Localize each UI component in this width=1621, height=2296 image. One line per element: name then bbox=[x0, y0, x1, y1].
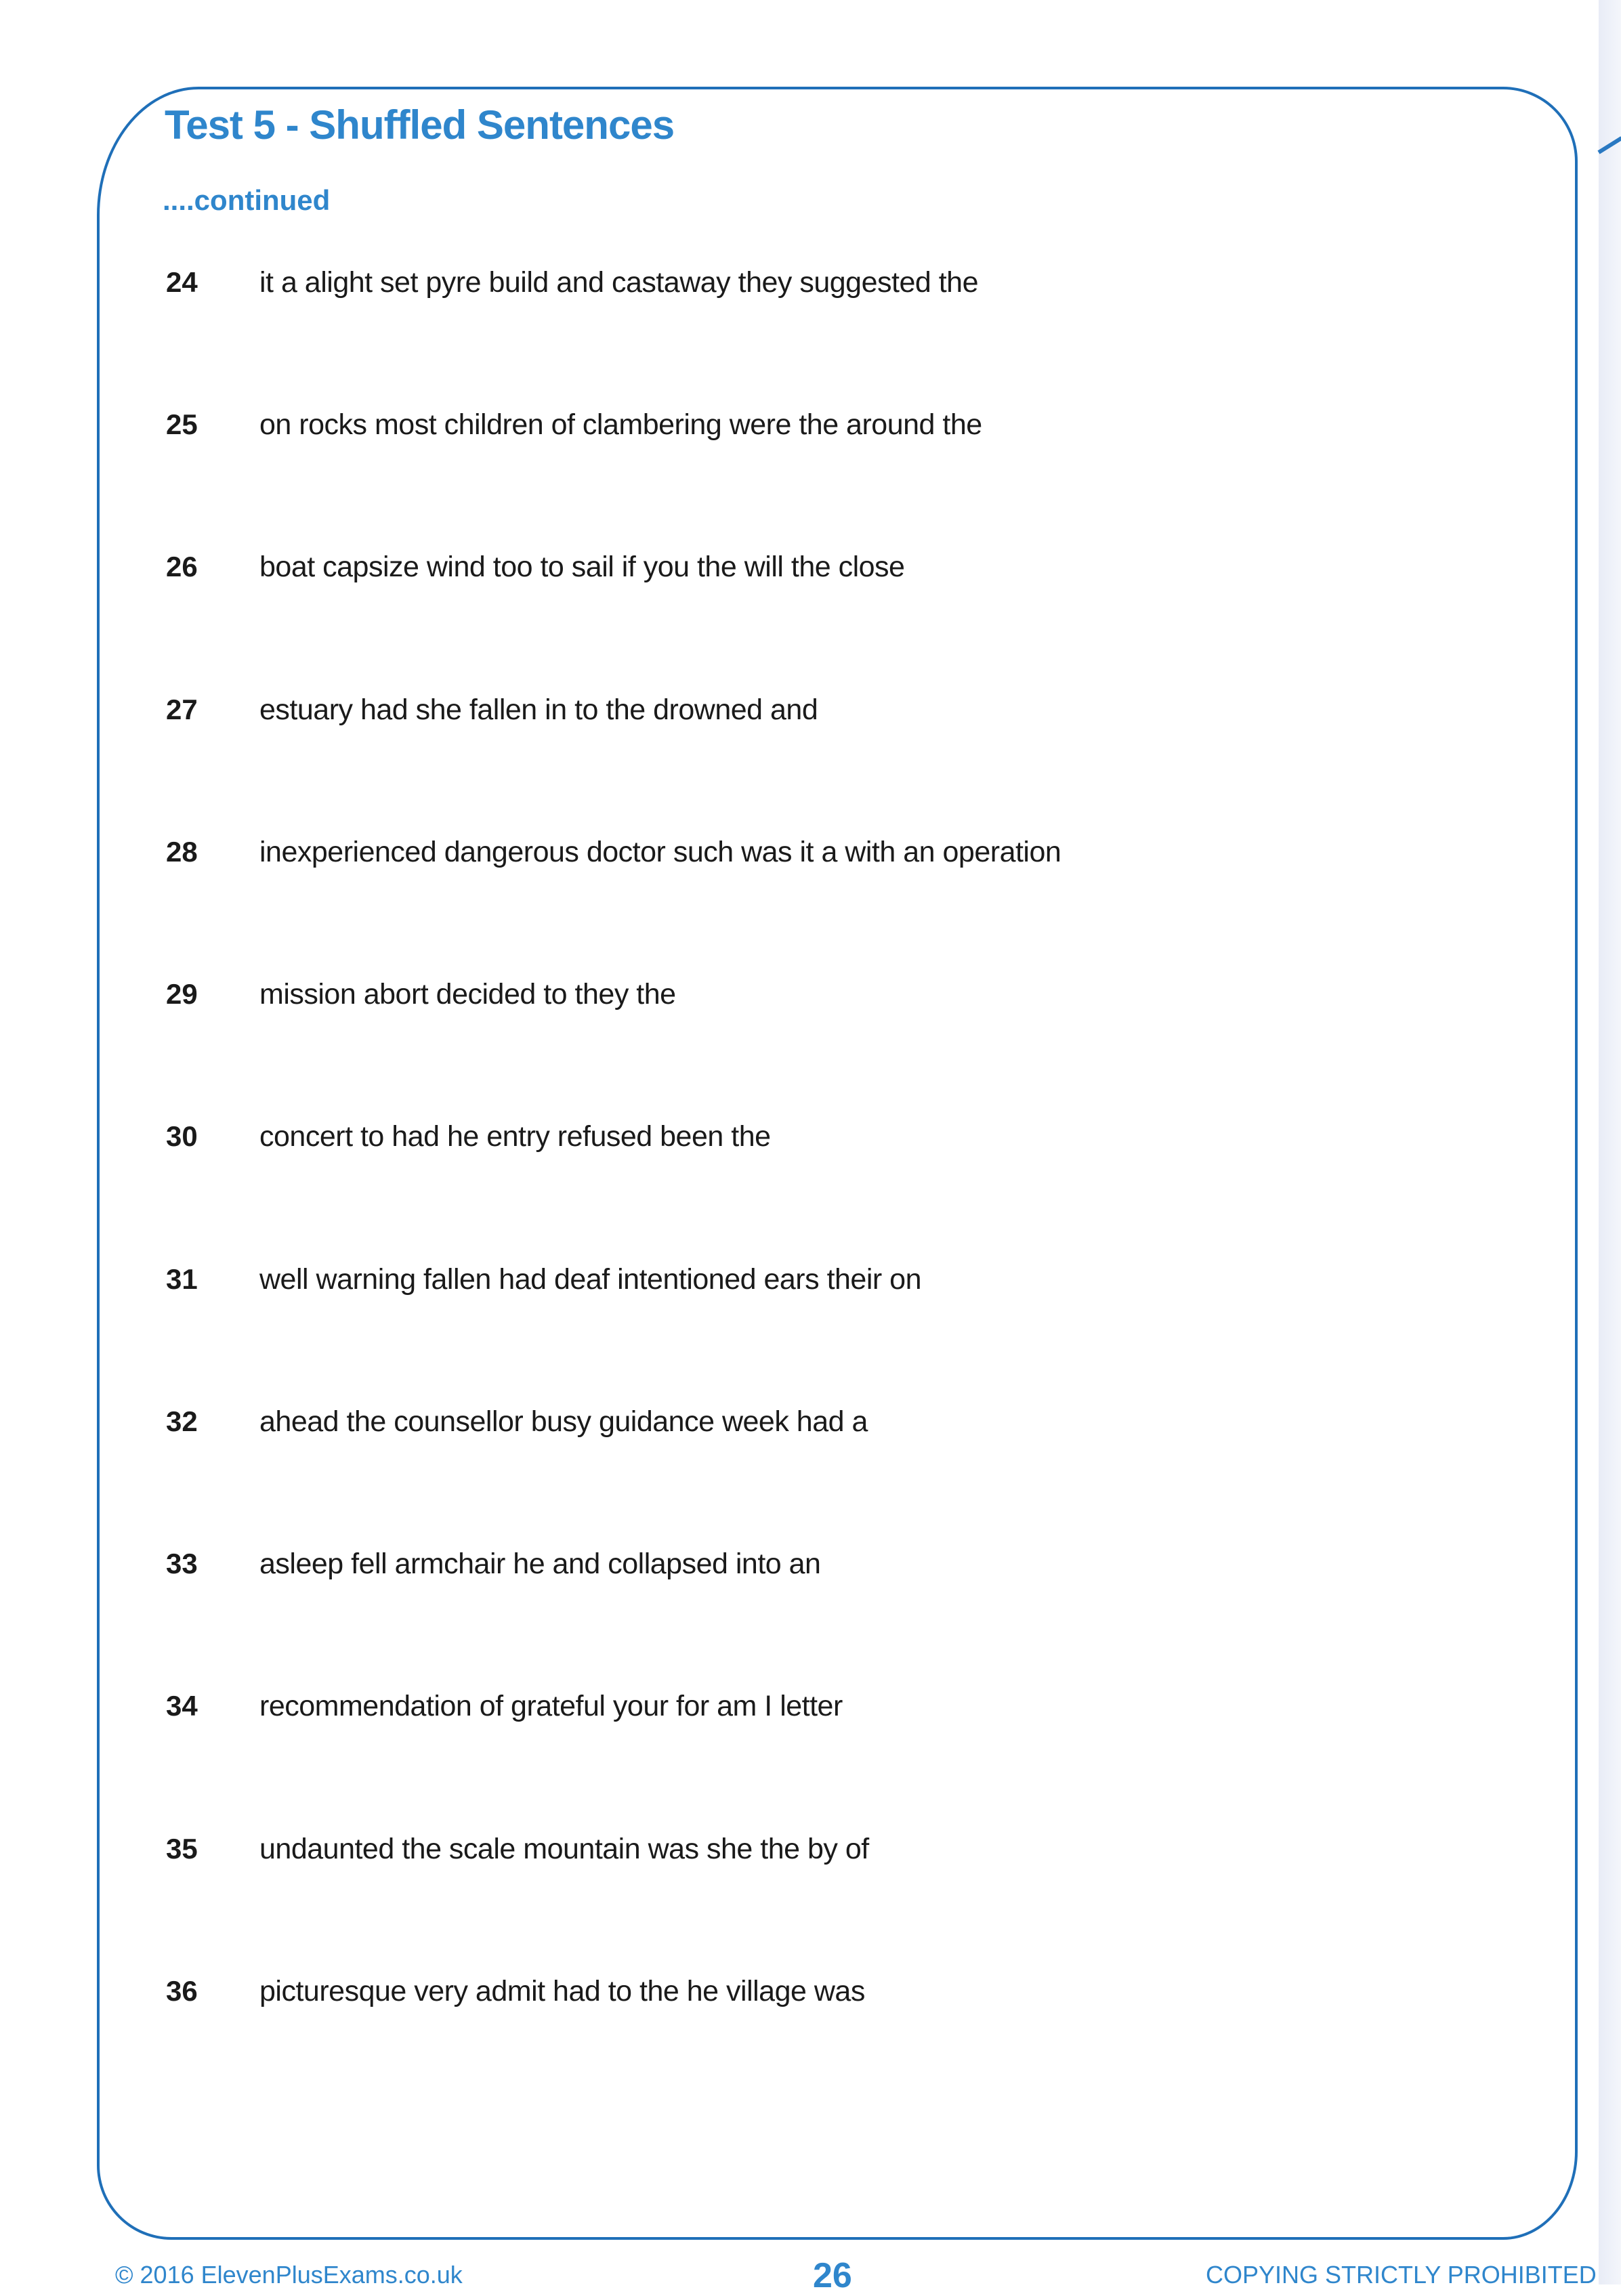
question-text: inexperienced dangerous doctor such was it a with an operation bbox=[259, 836, 1061, 868]
copy-prohibited-notice: COPYING STRICTLY PROHIBITED bbox=[1206, 2261, 1597, 2289]
question-number: 24 bbox=[166, 266, 198, 298]
question-number: 26 bbox=[166, 551, 198, 582]
question-text: on rocks most children of clambering were the around the bbox=[259, 408, 982, 441]
adjacent-page-edge bbox=[1599, 0, 1621, 2284]
question-number: 35 bbox=[166, 1833, 198, 1865]
question-number: 28 bbox=[166, 836, 198, 868]
question-number: 25 bbox=[166, 408, 198, 440]
question-text: well warning fallen had deaf intentioned ears their on bbox=[259, 1263, 921, 1296]
question-text: concert to had he entry refused been the bbox=[259, 1120, 771, 1153]
question-item bbox=[0, 1120, 1355, 1161]
question-item bbox=[0, 408, 1355, 449]
question-text: picturesque very admit had to the he village was bbox=[259, 1975, 865, 2007]
question-item bbox=[0, 266, 1355, 307]
page-number: 26 bbox=[813, 2256, 852, 2295]
question-text: asleep fell armchair he and collapsed into an bbox=[259, 1548, 821, 1580]
question-item bbox=[0, 694, 1355, 734]
question-number: 34 bbox=[166, 1690, 198, 1722]
question-number: 33 bbox=[166, 1548, 198, 1579]
question-text: estuary had she fallen in to the drowned and bbox=[259, 694, 818, 726]
question-item bbox=[0, 1548, 1355, 1588]
question-item bbox=[0, 1833, 1355, 1873]
question-item bbox=[0, 1975, 1355, 2016]
question-text: ahead the counsellor busy guidance week had a bbox=[259, 1405, 868, 1438]
question-item bbox=[0, 1263, 1355, 1304]
continued-label: ....continued bbox=[163, 184, 331, 216]
question-number: 32 bbox=[166, 1405, 198, 1437]
question-number: 36 bbox=[166, 1975, 198, 2007]
copyright-notice: © 2016 ElevenPlusExams.co.uk bbox=[115, 2261, 463, 2289]
question-text: it a alight set pyre build and castaway they suggested the bbox=[259, 266, 979, 299]
page-title: Test 5 - Shuffled Sentences bbox=[165, 102, 675, 148]
question-number: 27 bbox=[166, 694, 198, 725]
question-text: undaunted the scale mountain was she the by of bbox=[259, 1833, 869, 1865]
question-text: boat capsize wind too to sail if you the will the close bbox=[259, 551, 905, 583]
question-text: mission abort decided to they the bbox=[259, 978, 676, 1011]
question-item bbox=[0, 1405, 1355, 1446]
question-item bbox=[0, 978, 1355, 1019]
question-number: 31 bbox=[166, 1263, 198, 1295]
question-number: 29 bbox=[166, 978, 198, 1010]
question-number: 30 bbox=[166, 1120, 198, 1152]
question-item bbox=[0, 1690, 1355, 1730]
question-item bbox=[0, 551, 1355, 591]
question-item bbox=[0, 836, 1355, 876]
question-text: recommendation of grateful your for am I letter bbox=[259, 1690, 843, 1722]
